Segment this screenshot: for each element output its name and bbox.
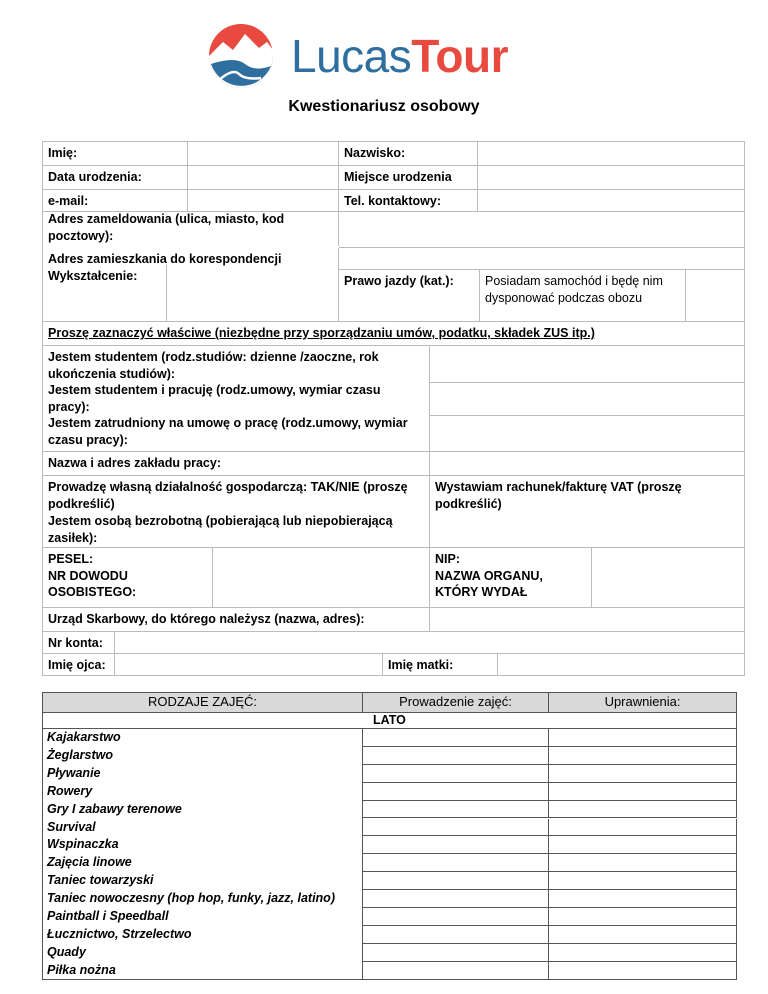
mountain-logo-icon <box>205 20 281 90</box>
activity-list <box>43 727 363 982</box>
personal-form <box>42 141 745 676</box>
input-adres-zameldowania[interactable] <box>339 212 745 248</box>
input-pesel-dowod[interactable] <box>213 548 430 608</box>
prowadzenie-cell[interactable] <box>363 836 549 854</box>
uprawnienia-cell[interactable] <box>549 908 737 926</box>
header-uprawnienia: Uprawnienia: <box>549 693 737 713</box>
uprawnienia-cell[interactable] <box>549 747 737 765</box>
activity-item: Gry I zabawy terenowe <box>47 801 182 816</box>
label-rachunek: Wystawiam rachunek/fakturę VAT (proszę podkreślić) <box>430 476 745 548</box>
activities-table <box>42 692 737 980</box>
activity-item: Rowery <box>47 783 93 798</box>
prowadzenie-cell[interactable] <box>363 747 549 765</box>
label-prawo-jazdy: Prawo jazdy (kat.): <box>339 270 480 322</box>
prowadzenie-cell[interactable] <box>363 908 549 926</box>
label-nip-organ <box>430 548 592 608</box>
prowadzenie-cell[interactable] <box>363 783 549 801</box>
label-imie-ojca: Imię ojca: <box>43 654 115 676</box>
input-nip-organ[interactable] <box>592 548 745 608</box>
label-email: e-mail: <box>43 190 188 212</box>
activity-item: Taniec nowoczesny (hop hop, funky, jazz, latino) <box>47 891 335 906</box>
activity-item: Pływanie <box>47 765 101 780</box>
input-data-urodzenia[interactable] <box>188 166 339 190</box>
input-nr-konta[interactable] <box>115 632 745 654</box>
uprawnienia-cell[interactable] <box>549 890 737 908</box>
header-rodzaje: RODZAJE ZAJĘĆ: <box>43 693 363 713</box>
label-tel: Tel. kontaktowy: <box>339 190 478 212</box>
uprawnienia-cell[interactable] <box>549 765 737 783</box>
activity-item: Łucznictwo, Strzelectwo <box>47 926 192 941</box>
label-organ: NAZWA ORGANU, KTÓRY WYDAŁ <box>435 568 543 599</box>
input-student-pracuje[interactable] <box>430 383 745 416</box>
activity-item: Taniec towarzyski <box>47 873 154 888</box>
activity-item: Wspinaczka <box>47 837 119 852</box>
prowadzenie-cell[interactable] <box>363 801 549 819</box>
brand-name-part1: Lucas <box>291 30 412 82</box>
input-nazwisko[interactable] <box>478 142 745 166</box>
activity-item: Zajęcia linowe <box>47 855 132 870</box>
uprawnienia-cell[interactable] <box>549 944 737 962</box>
label-nazwisko: Nazwisko: <box>339 142 478 166</box>
input-imie-ojca[interactable] <box>115 654 383 676</box>
uprawnienia-cell[interactable] <box>549 926 737 944</box>
activity-item: Piłka nożna <box>47 962 116 977</box>
activity-item: Kajakarstwo <box>47 730 121 744</box>
label-pesel-dowod <box>43 548 213 608</box>
label-adres-korespondencji: Adres zamieszkania do korespondencji <box>43 248 339 270</box>
label-nr-dowodu: NR DOWODU OSOBISTEGO: <box>48 568 137 599</box>
activity-item: Paintball i Speedball <box>47 909 169 924</box>
header-prowadzenie: Prowadzenie zajęć: <box>363 693 549 713</box>
prowadzenie-cell[interactable] <box>363 819 549 837</box>
label-student-pracuje: Jestem studentem i pracuję (rodz.umowy, wymiar czasu pracy): <box>43 379 430 416</box>
label-student: Jestem studentem (rodz.studiów: dzienne /zaoczne, rok ukończenia studiów): <box>43 346 430 383</box>
prowadzenie-cell[interactable] <box>363 729 549 747</box>
prowadzenie-cell[interactable] <box>363 890 549 908</box>
label-imie-matki: Imię matki: <box>383 654 498 676</box>
input-miejsce-urodzenia[interactable] <box>478 166 745 190</box>
activity-item: Survival <box>47 819 96 834</box>
label-pesel: PESEL: <box>48 552 94 566</box>
prowadzenie-cell[interactable] <box>363 944 549 962</box>
prowadzenie-cell[interactable] <box>363 872 549 890</box>
page-title: Kwestionariusz osobowy <box>288 98 480 115</box>
label-nr-konta: Nr konta: <box>43 632 115 654</box>
activity-item: Quady <box>47 944 86 959</box>
label-zaznacz: Proszę zaznaczyć właściwe (niezbędne przy sporządzaniu umów, podatku, składek ZUS itp.) <box>43 322 745 346</box>
uprawnienia-cell[interactable] <box>549 729 737 747</box>
uprawnienia-cell[interactable] <box>549 801 737 819</box>
input-adres-korespondencji[interactable] <box>339 248 745 270</box>
uprawnienia-cell[interactable] <box>549 836 737 854</box>
input-samochod[interactable] <box>686 270 745 322</box>
uprawnienia-cell[interactable] <box>549 962 737 980</box>
label-samochod: Posiadam samochód i będę nim dysponować podczas obozu <box>480 270 686 322</box>
brand-name <box>291 30 508 82</box>
label-zatrudniony: Jestem zatrudniony na umowę o pracę (rodz.umowy, wymiar czasu pracy): <box>43 412 430 452</box>
input-urzad[interactable] <box>430 608 745 632</box>
label-miejsce-urodzenia: Miejsce urodzenia <box>339 166 478 190</box>
label-zaklad-pracy: Nazwa i adres zakładu pracy: <box>43 452 430 476</box>
prowadzenie-cell[interactable] <box>363 962 549 980</box>
label-imie: Imię: <box>43 142 188 166</box>
activity-item: Żeglarstwo <box>47 747 113 762</box>
label-dzialalnosc: Prowadzę własną działalność gospodarczą: TAK/NIE (proszę podkreślić) <box>43 476 430 514</box>
label-adres-zameldowania: Adres zameldowania (ulica, miasto, kod pocztowy): <box>43 208 339 246</box>
subheader-lato: LATO <box>43 713 737 729</box>
input-zatrudniony[interactable] <box>430 416 745 452</box>
label-nip: NIP: <box>435 552 460 566</box>
uprawnienia-cell[interactable] <box>549 783 737 801</box>
prowadzenie-cell[interactable] <box>363 765 549 783</box>
input-tel[interactable] <box>478 190 745 212</box>
label-urzad: Urząd Skarbowy, do którego należysz (nazwa, adres): <box>43 608 430 632</box>
prowadzenie-cell[interactable] <box>363 854 549 872</box>
label-bezrobotny: Jestem osobą bezrobotną (pobierającą lub niepobierającą zasiłek): <box>43 510 430 548</box>
uprawnienia-cell[interactable] <box>549 854 737 872</box>
uprawnienia-cell[interactable] <box>549 819 737 837</box>
input-wyksztalcenie[interactable] <box>167 270 339 322</box>
input-student[interactable] <box>430 346 745 383</box>
label-data-urodzenia: Data urodzenia: <box>43 166 188 190</box>
input-zaklad-pracy[interactable] <box>430 452 745 476</box>
uprawnienia-cell[interactable] <box>549 872 737 890</box>
label-wyksztalcenie: Wykształcenie: <box>43 265 167 322</box>
input-imie-matki[interactable] <box>498 654 745 676</box>
prowadzenie-cell[interactable] <box>363 926 549 944</box>
input-imie[interactable] <box>188 142 339 166</box>
brand-name-part2: Tour <box>411 30 509 82</box>
company-logo <box>205 20 525 92</box>
